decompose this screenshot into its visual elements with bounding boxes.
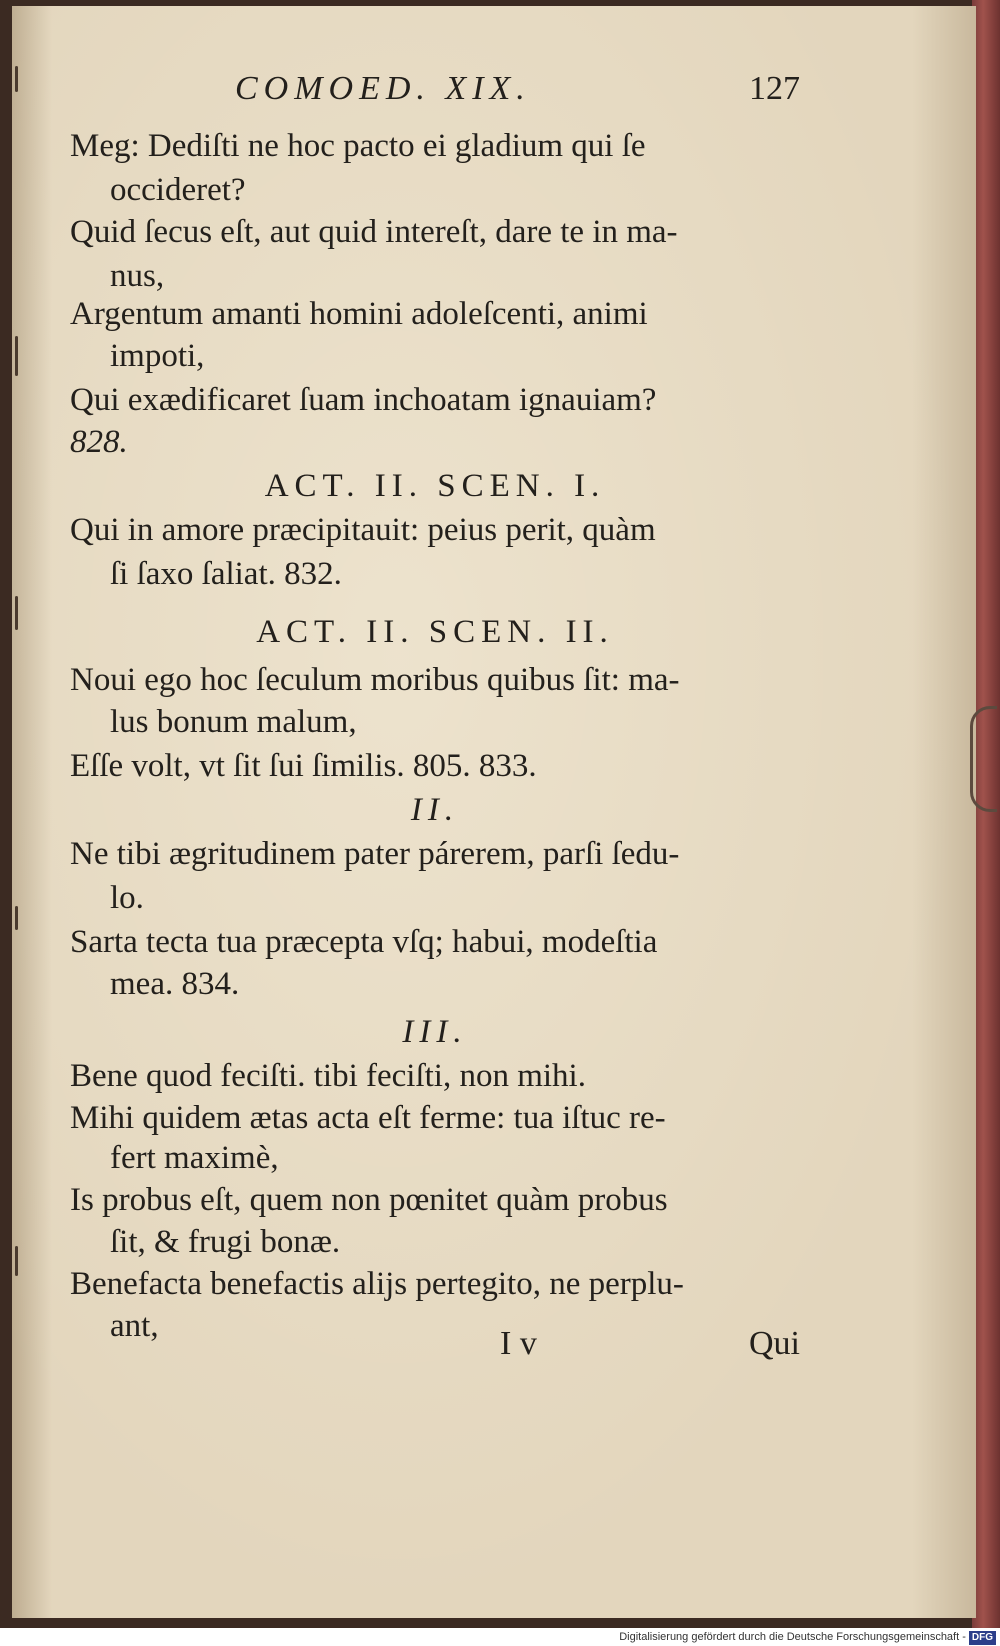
verse-number: 828.: [70, 424, 128, 460]
page-footer: [70, 1325, 800, 1369]
text-line: Argentum amanti homini adoleſcenti, animi: [70, 296, 648, 332]
section-heading: III.: [402, 1014, 468, 1050]
text-line: Is probus eſt, quem non pœnitet quàm probus: [70, 1182, 668, 1218]
text-line: Bene quod feciſti. tibi feciſti, non mihi.: [70, 1058, 586, 1094]
text-line: ſit, & frugi bonæ.: [110, 1224, 341, 1260]
text-line: Ne tibi ægritudinem pater párerem, parſi ſedu-: [70, 836, 680, 872]
text-line: occideret?: [110, 172, 246, 208]
text-line: ſi ſaxo ſaliat. 832.: [110, 556, 342, 592]
gutter-binding: [12, 6, 32, 1618]
section-heading: ACT. II. SCEN. I.: [264, 468, 606, 504]
digitization-credit: [600, 1628, 1000, 1646]
page-header: [70, 70, 800, 114]
signature-mark: I v: [500, 1325, 537, 1362]
book-cover-edge: [972, 0, 1000, 1628]
text-line: mea. 834.: [110, 966, 240, 1002]
section-heading: ACT. II. SCEN. II.: [256, 614, 614, 650]
text-line: lo.: [110, 880, 144, 916]
catchword: Qui: [749, 1325, 800, 1362]
text-line: ant,: [110, 1308, 159, 1344]
text-line: Quid ſecus eſt, aut quid intereſt, dare te in ma-: [70, 214, 678, 250]
text-line: Sarta tecta tua præcepta vſq; habui, modeſtia: [70, 924, 658, 960]
text-line: nus,: [110, 258, 165, 294]
text-line: impoti,: [110, 338, 205, 374]
running-title: COMOED. XIX.: [235, 70, 531, 107]
text-line: Benefacta benefactis alijs pertegito, ne perplu-: [70, 1266, 684, 1302]
page-tab-mark: [970, 706, 997, 812]
text-line: Noui ego hoc ſeculum moribus quibus ſit: ma-: [70, 662, 680, 698]
dfg-logo: DFG: [969, 1631, 996, 1645]
text-line: Mihi quidem ætas acta eſt ferme: tua iſtuc re-: [70, 1100, 666, 1136]
text-line: Meg: Dediſti ne hoc pacto ei gladium qui ſe: [70, 128, 646, 164]
section-heading: II.: [410, 792, 460, 828]
text-line: lus bonum malum,: [110, 704, 357, 740]
page-number: 127: [749, 70, 800, 107]
text-line: Eſſe volt, vt ſit ſui ſimilis. 805. 833.: [70, 748, 537, 784]
credit-text: Digitalisierung gefördert durch die Deutsche Forschungsgemeinschaft -: [619, 1631, 966, 1643]
text-line: fert maximè,: [110, 1140, 279, 1176]
text-line: Qui exædificaret ſuam inchoatam ignauiam?: [70, 382, 657, 418]
text-line: Qui in amore præcipitauit: peius perit, quàm: [70, 512, 656, 548]
